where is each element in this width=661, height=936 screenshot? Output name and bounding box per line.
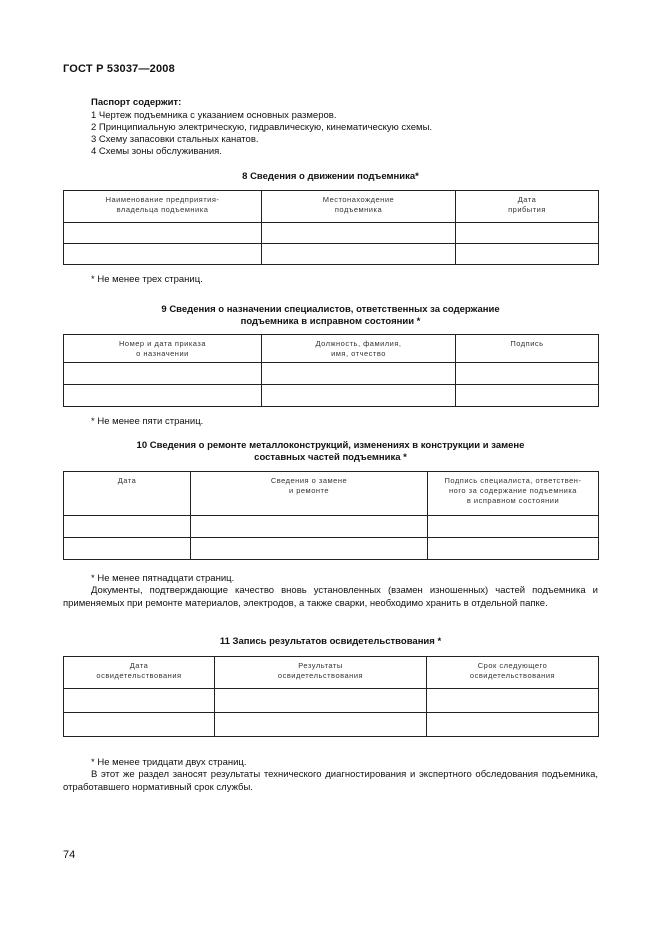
column-header: Дата прибытия (456, 191, 599, 223)
section-9-title-line1: 9 Сведения о назначении специалистов, ответственных за содержание (161, 304, 500, 315)
column-header: Наименование предприятия- владельца подъемника (64, 191, 262, 223)
column-header: Должность, фамилия, имя, отчество (262, 335, 456, 363)
section-10-table (63, 471, 599, 560)
table-row (64, 516, 599, 538)
section-10-title-line2: составных частей подъемника * (254, 452, 407, 463)
table-header-row (64, 335, 599, 363)
column-header: Номер и дата приказа о назначении (64, 335, 262, 363)
table-row (64, 223, 599, 244)
column-header: Сведения о замене и ремонте (191, 472, 428, 516)
section-8-table (63, 190, 599, 265)
document-code: ГОСТ Р 53037—2008 (63, 63, 175, 75)
section-11-paragraph: В этот же раздел заносят результаты технического диагностирования и экспертного обследования подъемника, отработавшего нормативный срок службы. (63, 769, 598, 793)
section-9-title-line2: подъемника в исправном состоянии * (240, 316, 421, 327)
section-8-title: 8 Сведения о движении подъемника* (242, 171, 419, 182)
column-header: Местонахождение подъемника (262, 191, 456, 223)
table-header-row (64, 472, 599, 516)
section-11-title: 11 Запись результатов освидетельствования * (219, 636, 442, 647)
section-10-title-line1: 10 Сведения о ремонте металлоконструкций, изменениях в конструкции и замене (136, 440, 525, 451)
section-10-note: * Не менее пятнадцати страниц. (91, 573, 235, 584)
section-9-table (63, 334, 599, 407)
page-number: 74 (63, 849, 76, 861)
section-11-table (63, 656, 599, 737)
passport-item: 1 Чертеж подъемника с указанием основных размеров. (91, 110, 337, 121)
table-row (64, 713, 599, 737)
table-row (64, 385, 599, 407)
passport-item: 3 Схему запасовки стальных канатов. (91, 134, 259, 145)
section-9-note: * Не менее пяти страниц. (91, 416, 204, 427)
table-header-row (64, 191, 599, 223)
section-10-paragraph: Документы, подтверждающие качество вновь установленных (взамен изношенных) частей подъемника и применяемых при ремонте материалов, электродов, а также сварки, необходимо хранить в отдельной папке. (63, 585, 598, 609)
column-header: Подпись специалиста, ответствен- ного за содержание подъемника в исправном состоянии (428, 472, 599, 516)
passport-item: 2 Принципиальную электрическую, гидравлическую, кинематическую схемы. (91, 122, 433, 133)
table-header-row (64, 657, 599, 689)
column-header: Дата (64, 472, 191, 516)
column-header: Результаты освидетельствования (215, 657, 427, 689)
column-header: Подпись (456, 335, 599, 363)
column-header: Срок следующего освидетельствования (427, 657, 599, 689)
section-8-note: * Не менее трех страниц. (91, 274, 203, 285)
table-row (64, 689, 599, 713)
passport-title: Паспорт содержит: (91, 97, 182, 108)
table-row (64, 538, 599, 560)
column-header: Дата освидетельствования (64, 657, 215, 689)
section-11-note: * Не менее тридцати двух страниц. (91, 757, 247, 768)
passport-item: 4 Схемы зоны обслуживания. (91, 146, 222, 157)
table-row (64, 363, 599, 385)
table-row (64, 244, 599, 265)
